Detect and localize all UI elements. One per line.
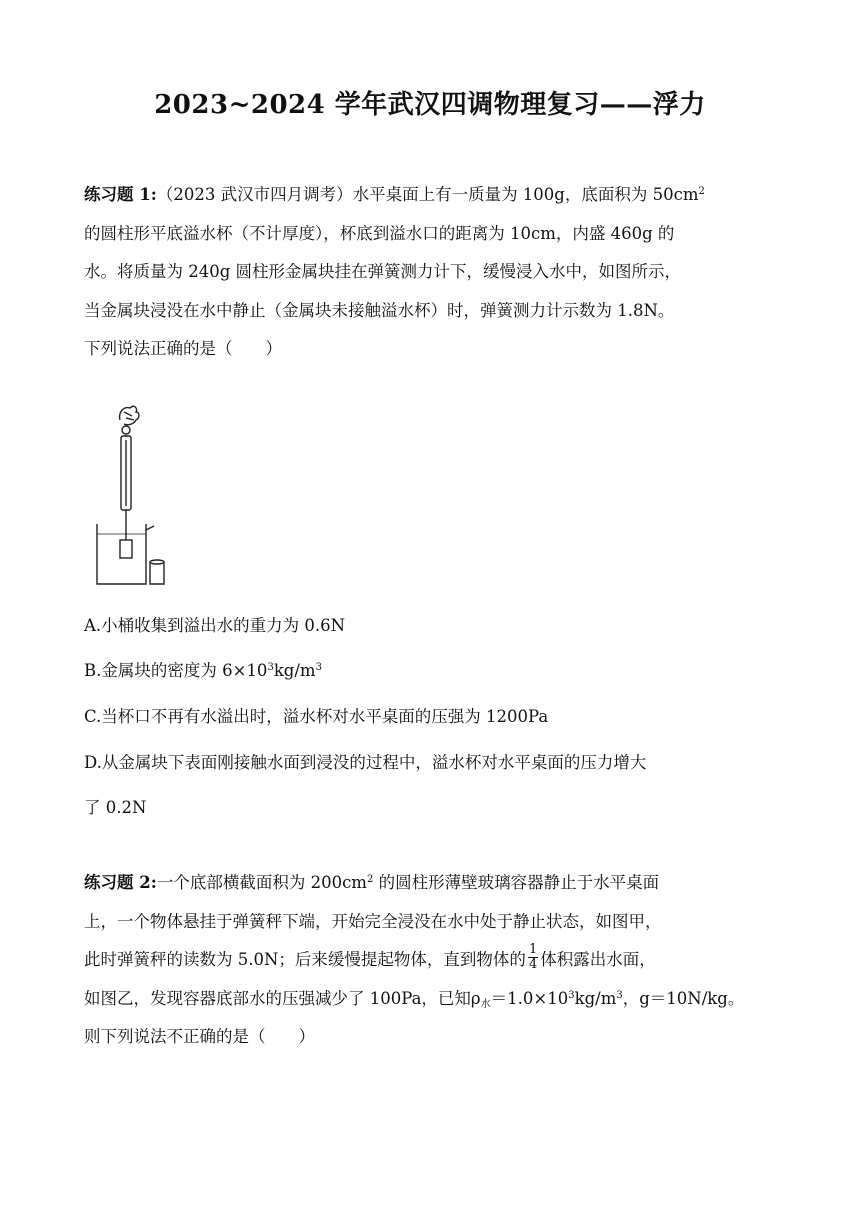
fraction-numerator: 1: [528, 942, 538, 957]
question-1-line-4: 当金属块浸没在水中静止（金属块未接触溢水杯）时，弹簧测力计示数为 1.8N。: [84, 300, 675, 320]
question-2-text-4b: ＝1.0×10: [490, 988, 569, 1008]
option-c: C.当杯口不再有水溢出时，溢水杯对水平桌面的压强为 1200Pa: [84, 707, 549, 726]
superscript: 2: [366, 874, 374, 885]
question-2-label: 练习题 2:: [84, 873, 157, 892]
question-2-line-5: 则下列说法不正确的是（ ）: [84, 1027, 315, 1046]
question-2: [84, 864, 784, 1057]
option-b-text: B.金属块的密度为 6×10: [84, 661, 268, 680]
question-1-label: 练习题 1:: [84, 185, 157, 204]
subscript: 水: [480, 998, 491, 1010]
question-1-text-1: （2023 武汉市四月调考）水平桌面上有一质量为 100g，底面积为 50cm: [156, 185, 699, 204]
superscript: 3: [616, 989, 623, 1001]
question-2-text-4c: kg/m: [574, 988, 617, 1008]
page-title: 2023~2024 学年武汉四调物理复习——浮力: [154, 90, 706, 120]
fraction: [528, 943, 538, 972]
question-2-line-3: [84, 941, 784, 980]
question-1-line-3: 水。将质量为 240g 圆柱形金属块挂在弹簧测力计下，缓慢浸入水中，如图所示，: [84, 262, 682, 281]
question-2-text-3b: 体积露出水面，: [540, 950, 656, 969]
question-2-text-4a: 如图乙，发现容器底部水的压强减少了 100Pa，已知ρ: [84, 988, 481, 1008]
question-1-line-2: 的圆柱形平底溢水杯（不计厚度），杯底到溢水口的距离为 10cm，内盛 460g 的: [84, 223, 675, 243]
question-1-line-5: 下列说法正确的是（ ）: [84, 339, 282, 358]
superscript: 3: [315, 662, 322, 673]
question-2-text-3a: 此时弹簧秤的读数为 5.0N；后来缓慢提起物体，直到物体的: [84, 950, 526, 969]
question-2-line-1: [84, 864, 784, 903]
question-2-text-1b: 的圆柱形薄壁玻璃容器静止于水平桌面: [373, 873, 660, 892]
question-1: [84, 176, 784, 369]
question-2-line-4: [84, 980, 784, 1019]
option-d-line-1: D.从金属块下表面刚接触水面到浸没的过程中，溢水杯对水平桌面的压力增大: [84, 753, 647, 772]
option-b-unit: kg/m: [273, 661, 316, 680]
question-2-text-4d: ，g＝10N/kg。: [622, 988, 745, 1008]
option-d-line-2: 了 0.2N: [84, 798, 147, 817]
superscript: 3: [267, 662, 274, 673]
question-1-line-1: [84, 176, 784, 215]
fraction-denominator: 4: [528, 957, 538, 972]
option-a: A.小桶收集到溢出水的重力为 0.6N: [84, 616, 346, 635]
question-2-text-1a: 一个底部横截面积为 200cm: [156, 873, 367, 892]
superscript: 3: [568, 989, 575, 1001]
superscript: 2: [698, 186, 705, 197]
option-b: [84, 657, 322, 681]
overflow-cup-spring-scale-figure: [90, 400, 175, 590]
question-2-line-2: 上，一个物体悬挂于弹簧秤下端，开始完全浸没在水中处于静止状态，如图甲，: [84, 911, 662, 931]
